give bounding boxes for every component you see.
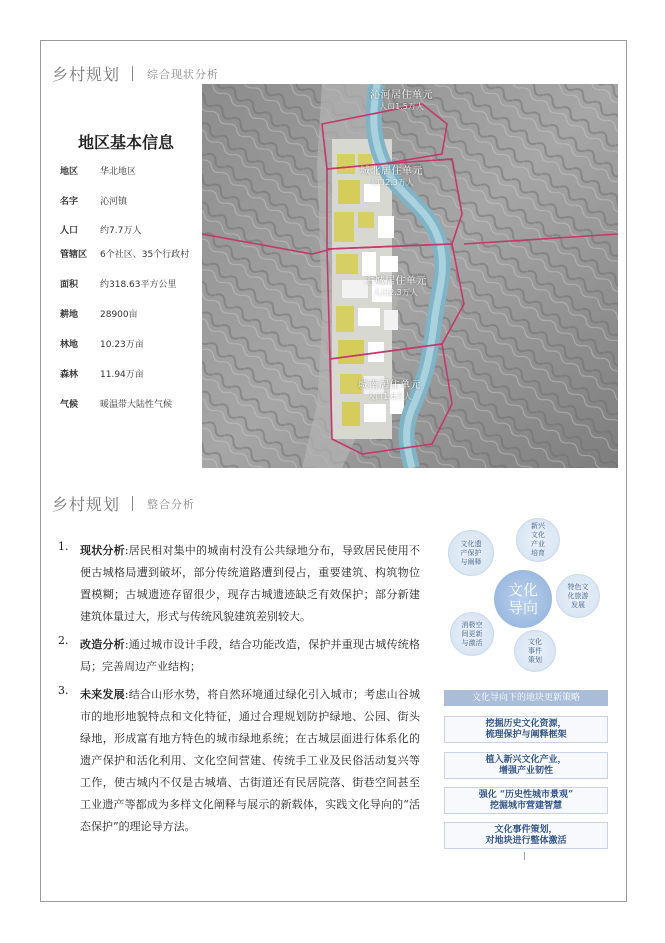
section-subtitle: 综合现状分析 (147, 67, 220, 81)
strategy-item: 文化事件策划， 对地块进行整体激活 (444, 822, 608, 849)
info-key: 气候 (60, 399, 79, 410)
unit-population: 人口1.5万人 (379, 102, 424, 111)
info-row (60, 222, 141, 236)
diagram-petal: 消极空 间更新 与激活 (450, 612, 494, 656)
info-key: 地区 (60, 166, 79, 177)
info-value: 约318.63平方公里 (100, 279, 177, 290)
diagram-petal: 特色文 化旅游 发展 (556, 574, 600, 618)
diagram-petal: 文化遗 产保护 与阐释 (448, 530, 494, 576)
item-number: 1. (58, 540, 69, 553)
item-text: :结合山形水势，将自然环境通过绿化引入城市；考虑山谷城市的地形地貌特点和文化特征，通过合理规划防护绿地、公园、街头绿地，形成富有地方特色的城市绿地系统；在古城层面进行体系化的遗产保护和活化利用、文化空间营建、传统手工业及民俗活动复兴等工作，使古城内不仅是古城墙、古街道还有民居院落、街巷空间甚至工业遗产等都成为多样文化阐释与展示的新载体，实践文化导向的“活态保护”的理论导方法。 (80, 688, 420, 833)
unit-name: 主城居住单元 (364, 276, 427, 287)
site-map (202, 84, 618, 468)
info-key: 林地 (60, 339, 79, 350)
info-row (60, 163, 136, 177)
info-value: 11.94万亩 (100, 369, 144, 380)
decorative-tick (524, 852, 525, 860)
unit-name: 城南居住单元 (358, 380, 421, 391)
unit-population: 人口1.6万人 (367, 392, 412, 401)
item-label: 未来发展 (80, 688, 125, 701)
item-label: 改造分析 (80, 638, 125, 651)
strategy-item: 挖掘历史文化资源， 梳理保护与阐释框架 (444, 716, 608, 743)
diagram-petal: 文化 事件 策划 (514, 630, 556, 672)
info-key: 管辖区 (60, 249, 88, 260)
info-value: 28900亩 (100, 309, 138, 320)
unit-name: 沁河居住单元 (370, 90, 433, 101)
strategy-title: 文化导向下的地块更新策略 (444, 690, 608, 706)
section-subtitle: 整合分析 (147, 497, 196, 511)
section-header-1 (52, 62, 219, 85)
map-label (370, 86, 433, 112)
item-number: 2. (58, 634, 69, 647)
info-row (60, 336, 144, 350)
analysis-item (58, 684, 420, 838)
info-key: 人口 (60, 225, 79, 236)
section-title: 乡村规划 (52, 65, 121, 84)
info-key: 名字 (60, 196, 79, 207)
strategy-item: 植入新兴文化产业， 增强产业韧性 (444, 752, 608, 779)
info-row (60, 306, 138, 320)
culture-diagram (444, 516, 604, 676)
divider (132, 496, 133, 511)
strategy-item: 强化 “历史性城市景观” 挖掘城市营建智慧 (444, 787, 608, 814)
info-value: 6个社区、35个行政村 (100, 249, 190, 260)
info-value: 暖温带大陆性气候 (100, 399, 173, 410)
analysis-item (58, 634, 420, 678)
unit-name: 城北居住单元 (360, 166, 423, 177)
info-value: 约7.7万人 (100, 225, 142, 236)
info-row (60, 276, 177, 290)
section-header-2 (52, 492, 195, 515)
map-label (364, 272, 427, 298)
info-row (60, 366, 144, 380)
info-value: 10.23万亩 (100, 339, 144, 350)
item-text: :居民相对集中的城南村没有公共绿地分布，导致居民使用不便古城格局遭到破坏，部分传统道路遭到侵占，重要建筑、构筑物位置模糊；古城遗迹存留很少，现存古城遗迹缺乏有效保护；部分新建建筑体量过大，形式与传统风貌建筑差别较大。 (80, 544, 420, 623)
info-value: 沁河镇 (100, 196, 128, 207)
unit-population: 人口2.3万人 (373, 288, 418, 297)
diagram-petal: 新兴 文化 产业 培育 (516, 518, 560, 562)
item-label: 现状分析 (80, 544, 125, 557)
info-row (60, 396, 172, 410)
info-key: 耕地 (60, 309, 79, 320)
unit-population: 人口2.3万人 (369, 178, 414, 187)
item-text: :通过城市设计手段，结合功能改造，保护并重现古城传统格局；完善周边产业结构； (80, 638, 420, 673)
map-label (360, 162, 423, 188)
map-label (358, 376, 421, 402)
analysis-item (58, 540, 420, 628)
section-title: 乡村规划 (52, 495, 121, 514)
info-key: 面积 (60, 279, 79, 290)
info-value: 华北地区 (100, 166, 137, 177)
info-row (60, 246, 189, 260)
item-number: 3. (58, 684, 69, 697)
info-title: 地区基本信息 (78, 133, 175, 152)
divider (132, 66, 133, 81)
info-key: 森林 (60, 369, 79, 380)
info-row (60, 193, 127, 207)
diagram-center: 文化 导向 (494, 570, 552, 628)
